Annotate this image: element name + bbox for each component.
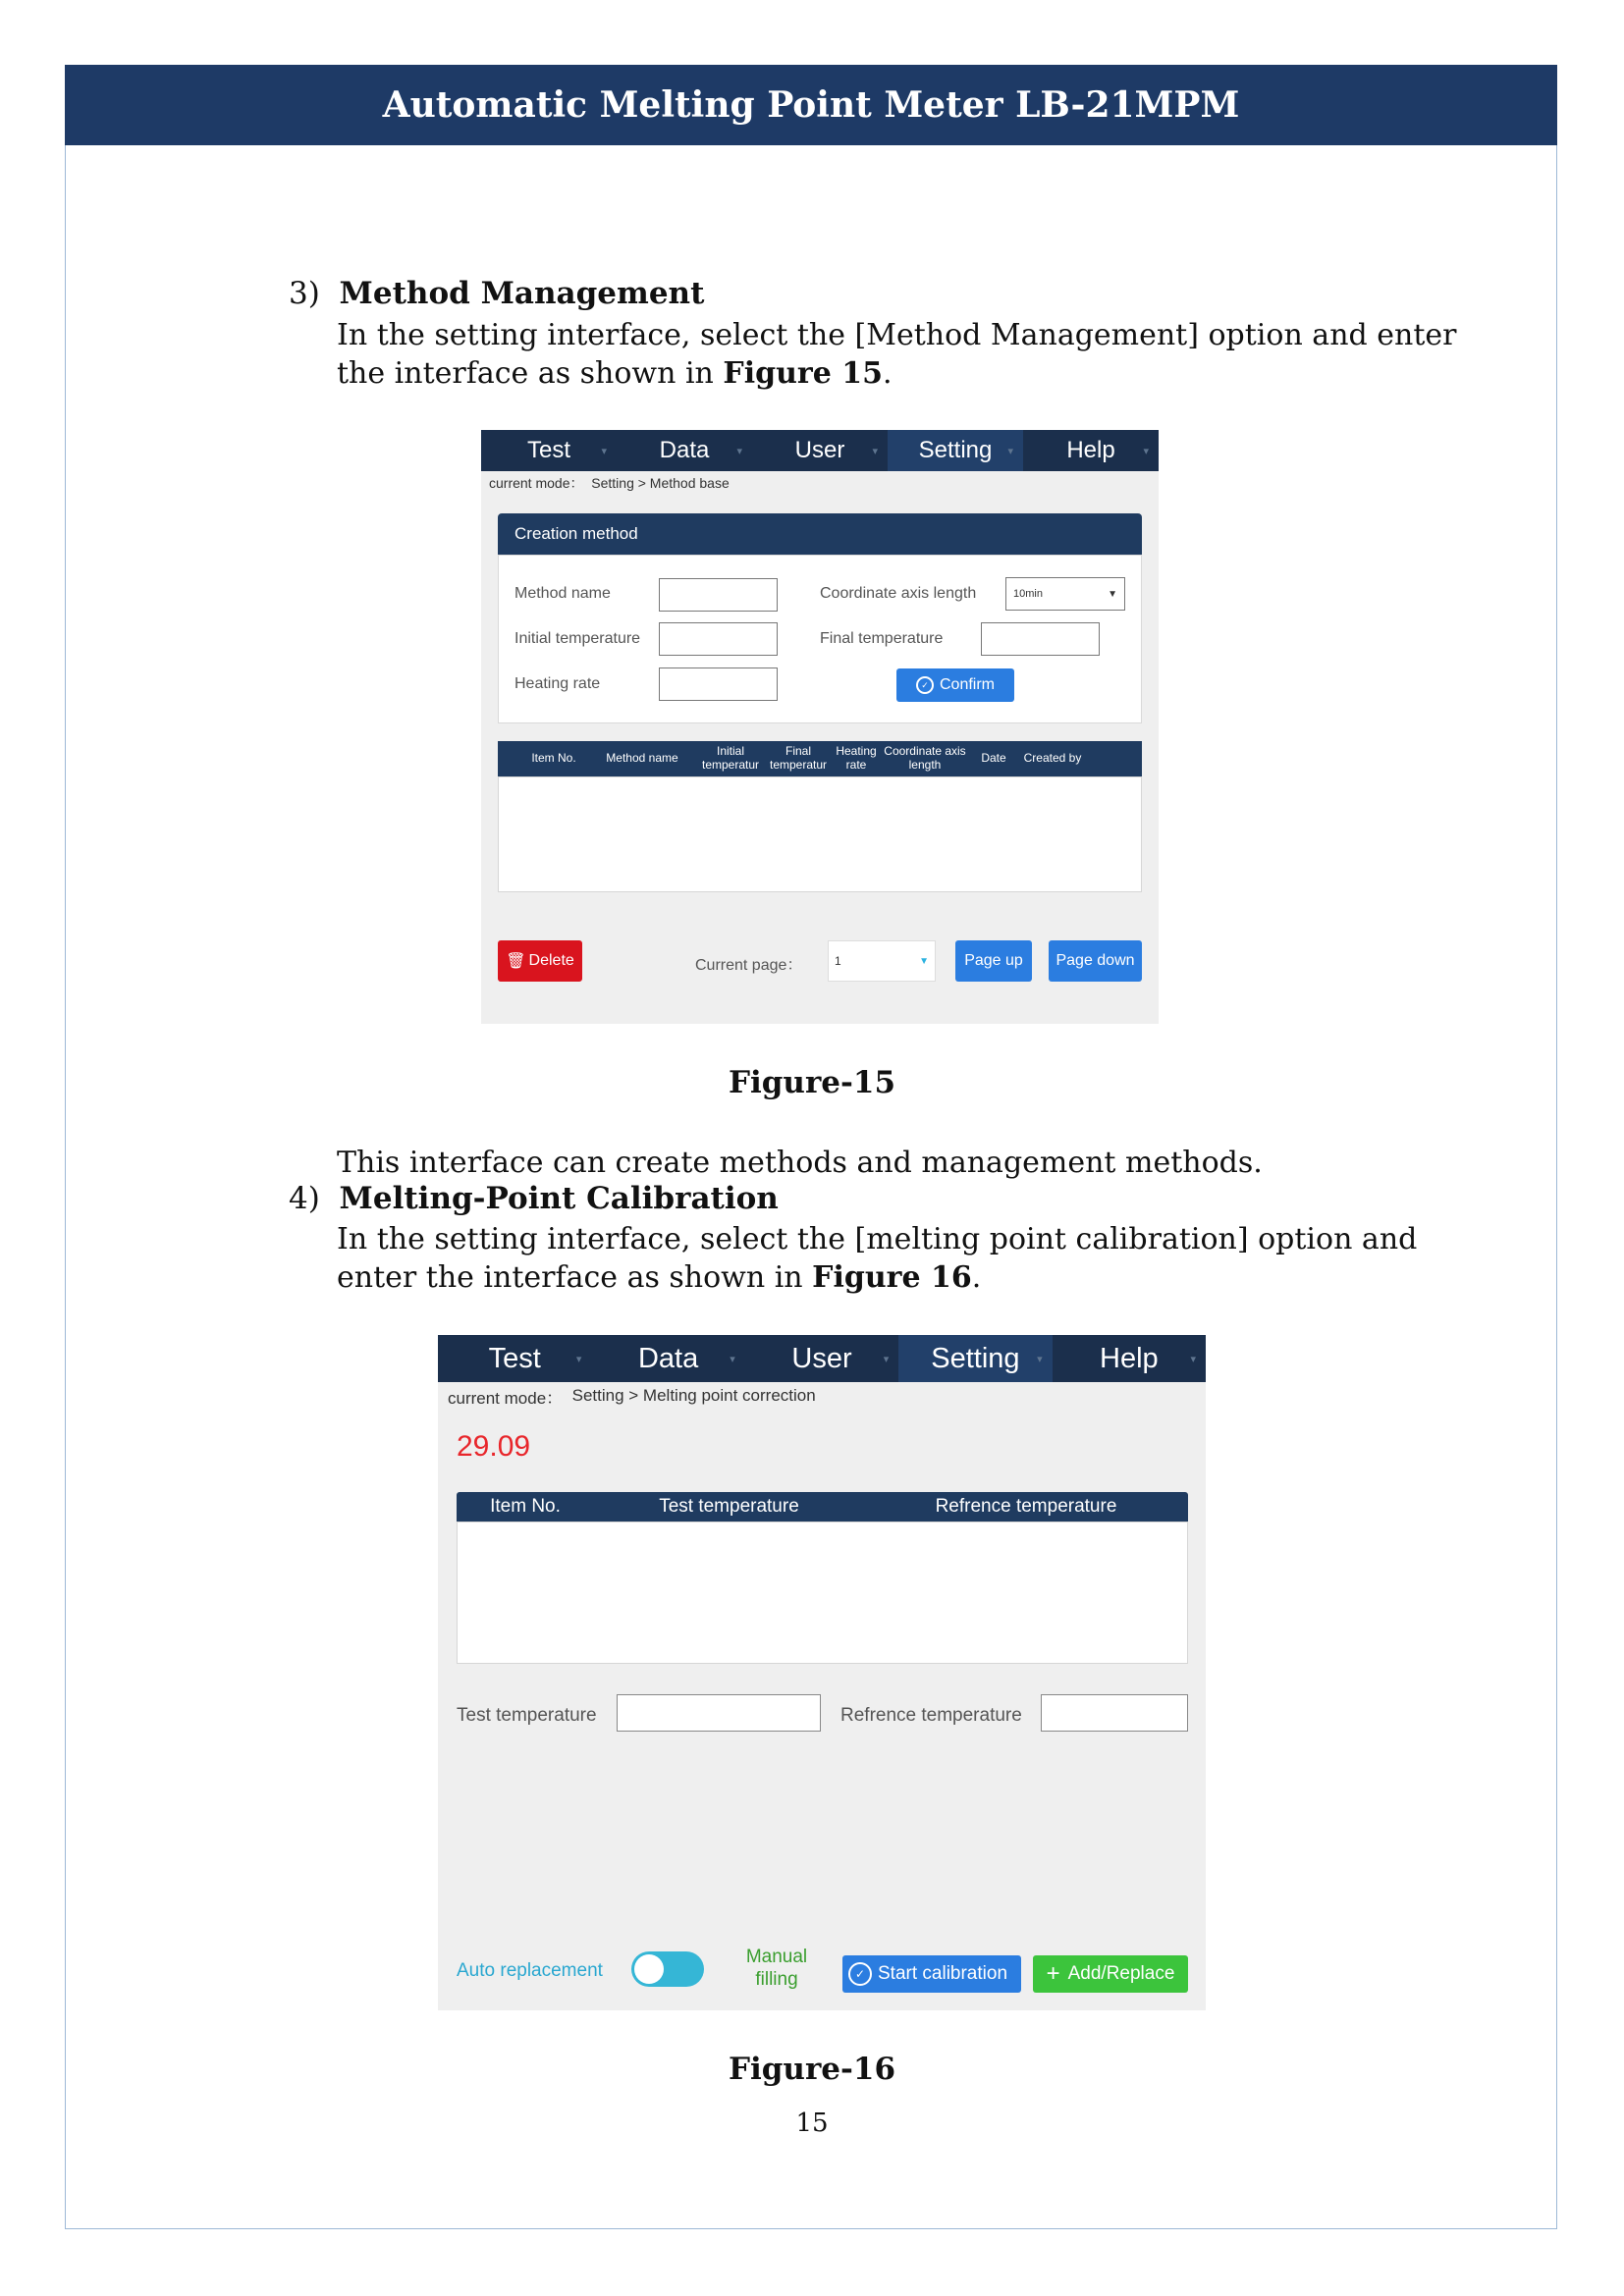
auto-replacement-label: Auto replacement: [457, 1960, 603, 1981]
nav-user[interactable]: User ▾: [791, 1342, 890, 1374]
toggle-knob: [634, 1954, 664, 1984]
check-circle-icon: ✓: [848, 1962, 872, 1986]
nav-data[interactable]: Data ▾: [637, 1342, 735, 1374]
column-header: Refrence temperature: [935, 1496, 1117, 1518]
plus-icon: +: [1046, 1960, 1060, 1987]
column-header: Coordinate axis length: [884, 744, 966, 772]
axis-length-label: Coordinate axis length: [820, 585, 977, 602]
paragraph-text: In the setting interface, select the [melting point calibration] option and enter the interface as shown in: [337, 1222, 1418, 1295]
section-number: 3): [289, 276, 320, 311]
intermediate-paragraph: This interface can create methods and management methods.: [337, 1146, 1263, 1180]
heating-rate-label: Heating rate: [514, 675, 601, 692]
current-page-value: 1: [835, 954, 841, 968]
creation-method-title: Creation method: [498, 513, 1142, 555]
document-title: Automatic Melting Point Meter LB-21MPM: [382, 84, 1240, 126]
axis-length-value: 10min: [1013, 588, 1043, 600]
test-temperature-input[interactable]: [617, 1694, 821, 1732]
section-4-paragraph: [337, 1220, 1476, 1297]
column-header: Final temperatur: [769, 744, 828, 772]
section-title: Melting-Point Calibration: [339, 1181, 779, 1216]
figure-15-caption: Figure-15: [728, 1065, 896, 1100]
top-navigation: [481, 430, 1159, 471]
page-down-button[interactable]: Page down: [1049, 940, 1142, 982]
column-header: Heating rate: [836, 744, 877, 772]
method-table-header: [498, 741, 1142, 776]
test-temperature-label: Test temperature: [457, 1705, 597, 1726]
column-header: Item No.: [490, 1496, 561, 1518]
section-4-heading: [289, 1181, 779, 1216]
dropdown-caret-icon: ▼: [1108, 588, 1117, 600]
heating-rate-input[interactable]: [659, 667, 778, 701]
reference-temperature-label: Refrence temperature: [840, 1705, 1022, 1726]
check-circle-icon: ✓: [916, 676, 934, 694]
nav-setting[interactable]: Setting ▾: [888, 430, 1023, 471]
top-navigation: [438, 1335, 1206, 1382]
calibration-table-header: [457, 1492, 1188, 1522]
section-title: Method Management: [339, 276, 705, 311]
column-header: Initial temperatur: [701, 744, 760, 772]
manual-filling-label: [732, 1946, 821, 1991]
breadcrumb: [438, 1382, 1206, 1410]
method-name-label: Method name: [514, 585, 611, 602]
add-replace-button[interactable]: + Add/Replace: [1033, 1955, 1188, 1993]
nav-help[interactable]: Help ▾: [1066, 437, 1149, 463]
paragraph-text: In the setting interface, select the [Method Management] option and enter the interface as shown in: [337, 318, 1457, 391]
nav-test[interactable]: Test ▾: [526, 437, 607, 463]
figure-reference: Figure 15: [723, 356, 883, 391]
nav-setting[interactable]: Setting ▾: [898, 1335, 1052, 1382]
nav-data[interactable]: Data ▾: [659, 437, 742, 463]
breadcrumb-path: Setting > Melting point correction: [571, 1386, 816, 1405]
trash-icon: 🗑: [506, 953, 526, 970]
initial-temperature-label: Initial temperature: [514, 630, 641, 647]
page-up-button[interactable]: Page up: [955, 940, 1032, 982]
column-header: Test temperature: [659, 1496, 799, 1518]
initial-temperature-input[interactable]: [659, 622, 778, 656]
column-header: Created by: [1023, 751, 1082, 766]
final-temperature-input[interactable]: [981, 622, 1100, 656]
breadcrumb-prefix: current mode：: [448, 1388, 564, 1408]
section-number: 4): [289, 1181, 320, 1216]
manual-filling-line: Manual: [745, 1947, 808, 1967]
manual-filling-line: filling: [755, 1969, 798, 1990]
delete-button[interactable]: 🗑 Delete: [498, 940, 582, 982]
section-3-heading: [289, 276, 704, 311]
page-number: 15: [795, 2109, 829, 2138]
dropdown-caret-icon: ▼: [919, 955, 929, 967]
nav-user[interactable]: User ▾: [794, 437, 878, 463]
section-3-paragraph: [337, 316, 1476, 393]
temperature-reading: 29.09: [457, 1430, 531, 1463]
document-header: [65, 65, 1557, 145]
method-name-input[interactable]: [659, 578, 778, 612]
start-calibration-button[interactable]: ✓ Start calibration: [842, 1955, 1021, 1993]
breadcrumb-path: Setting > Method base: [591, 475, 730, 491]
column-header: Item No.: [531, 751, 576, 766]
figure-15-screen: [481, 430, 1159, 1024]
nav-test[interactable]: Test ▾: [488, 1342, 582, 1374]
column-header: Date: [981, 751, 1006, 766]
final-temperature-label: Final temperature: [820, 630, 944, 647]
figure-16-caption: Figure-16: [728, 2052, 896, 2087]
reference-temperature-input[interactable]: [1041, 1694, 1188, 1732]
figure-reference: Figure 16: [812, 1260, 972, 1295]
breadcrumb-prefix: current mode：: [489, 475, 584, 491]
paragraph-end: .: [971, 1260, 982, 1295]
current-page-select[interactable]: [828, 940, 936, 982]
auto-replacement-toggle[interactable]: [631, 1951, 704, 1987]
breadcrumb: [481, 471, 1159, 495]
current-page-label: Current page：: [695, 957, 803, 974]
method-table-body: [498, 776, 1142, 892]
nav-help[interactable]: Help ▾: [1100, 1342, 1197, 1374]
axis-length-select[interactable]: [1005, 577, 1125, 611]
figure-16-screen: [438, 1335, 1206, 2010]
paragraph-end: .: [882, 356, 893, 391]
column-header: Method name: [606, 751, 678, 766]
calibration-table-body: [457, 1522, 1188, 1664]
confirm-button[interactable]: ✓ Confirm: [896, 668, 1014, 702]
